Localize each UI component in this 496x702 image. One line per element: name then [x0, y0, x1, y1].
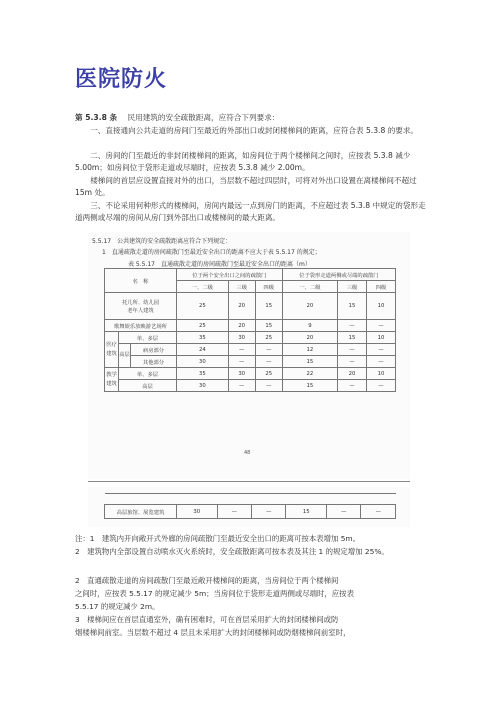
clause-item-2b: 楼梯间的首层应设置直接对外的出口，当层数不超过四层时，可将对外出口设置在离楼梯间不超过 15m 处。	[75, 176, 417, 198]
th-grade-12: 一、二级	[177, 281, 229, 293]
group-high: 高层	[119, 344, 131, 368]
cell: 15	[282, 380, 337, 392]
cell: —	[327, 505, 361, 519]
cell: 10	[367, 332, 396, 344]
cell: 35	[177, 368, 229, 380]
cell: 24	[177, 344, 229, 356]
cell: —	[217, 505, 251, 519]
cell: —	[338, 380, 367, 392]
cell: 35	[177, 332, 229, 344]
table-row	[105, 293, 396, 320]
cell: 25	[177, 293, 229, 320]
cell: 20	[338, 368, 367, 380]
cell: —	[367, 344, 396, 356]
th-between: 位于两个安全出口之间的疏散门	[177, 269, 283, 281]
clause-number: 第 5.3.8 条	[75, 113, 118, 122]
th-grade-4: 四级	[367, 281, 396, 293]
cell: 9	[282, 320, 337, 332]
cell: 25	[255, 332, 282, 344]
cell: 20	[282, 293, 337, 320]
cell: —	[255, 356, 282, 368]
table-row	[105, 368, 396, 380]
clause-item-2: 二、房间的门至最近的非封闭楼梯间的距离，如房间位于两个楼梯间之间时，应按表 5.3.8 减少 5.00m；如房间位于袋形走道或尽端时，应按表 5.3.8 减少 2.00m。	[75, 151, 411, 173]
group-teaching: 教学建筑	[105, 368, 119, 392]
note-1: 注：1 建筑内开向敞开式外廊的房间疏散门至最近安全出口的距离可按本表增加 5m。	[75, 534, 361, 543]
th-grade-3: 三级	[338, 281, 367, 293]
scanned-standard-page	[88, 232, 410, 479]
cell: —	[338, 344, 367, 356]
cell: 20	[228, 293, 255, 320]
cell: —	[252, 505, 286, 519]
row-label: 单、多层	[119, 332, 177, 344]
table-caption: 表 5.5.17 直通疏散走道的房间疏散门至最近安全出口的距离（m）	[128, 261, 311, 268]
table-row	[105, 320, 396, 332]
clause-intro	[75, 112, 427, 124]
cell: 10	[367, 368, 396, 380]
cell: 30	[177, 356, 229, 368]
row-label: 高层	[119, 380, 177, 392]
note-2: 2 建筑物内全部设置自动喷水灭火系统时，安全疏散距离可按本表及其注 1 的规定增加 25%。	[75, 547, 389, 556]
cell: 10	[367, 293, 396, 320]
cell: —	[367, 320, 396, 332]
cell: —	[255, 380, 282, 392]
th-grade-3: 三级	[228, 281, 255, 293]
divider	[88, 481, 410, 482]
cell: 15	[255, 320, 282, 332]
th-grade-12: 一、二级	[282, 281, 337, 293]
cell: 22	[282, 368, 337, 380]
cell: —	[228, 356, 255, 368]
cell: 20	[282, 332, 337, 344]
clause-item-1: 一、直接通向公共走道的房间门至最近的外部出口或封闭楼梯间的距离，应符合表 5.3.8 的要求。	[90, 126, 419, 135]
cell: —	[228, 344, 255, 356]
page-title: 医院防火	[75, 67, 168, 92]
distance-table-continued	[104, 493, 396, 519]
cell: 25	[177, 320, 229, 332]
cell: 30	[177, 505, 218, 519]
table-row	[105, 505, 396, 519]
note-6: 3 楼梯间应在首层直通室外，确有困难时，可在首层采用扩大的封闭楼梯间或防	[75, 615, 339, 624]
th-name: 名 称	[105, 269, 177, 293]
cell: —	[228, 380, 255, 392]
cell: 15	[338, 332, 367, 344]
note-3: 2 直通疏散走道的房间疏散门至最近敞开楼梯间的距离，当房间位于两个楼梯间	[75, 576, 339, 585]
scan-clause: 5.5.17 公共建筑的安全疏散距离应符合下列规定：	[92, 238, 232, 245]
row-label: 其他部分	[131, 356, 177, 368]
table-row	[105, 332, 396, 344]
row-label: 高层旅馆、展览建筑	[105, 505, 177, 519]
clause-intro-text: 民用建筑的安全疏散距离，应符合下列要求：	[127, 113, 280, 122]
group-medical: 医疗建筑	[105, 332, 119, 368]
note-4: 之间时，应按表 5.5.17 的规定减少 5m；当房间位于袋形走道两侧或尽端时，应按表	[75, 589, 354, 598]
row-label: 单、多层	[119, 368, 177, 380]
cell: —	[367, 356, 396, 368]
cell: 15	[286, 505, 327, 519]
cell: —	[338, 356, 367, 368]
scanned-table-continuation	[88, 487, 410, 527]
cell: —	[361, 505, 396, 519]
cell: 15	[338, 293, 367, 320]
table-row	[105, 344, 396, 356]
distance-table	[104, 268, 396, 392]
table-row	[105, 380, 396, 392]
note-7: 烟楼梯间前室。当层数不超过 4 层且未采用扩大的封闭楼梯间或防烟楼梯间前室时，	[75, 628, 351, 637]
cell: 30	[177, 380, 229, 392]
cell: 25	[255, 368, 282, 380]
cell: 20	[228, 320, 255, 332]
th-deadend: 位于袋形走道两侧或尽端的疏散门	[282, 269, 395, 281]
cell: —	[338, 320, 367, 332]
scan-subclause: 1 直通疏散走道的房间疏散门至最近安全出口的距离不应大于表 5.5.17 的规定；	[102, 249, 321, 256]
cell: —	[255, 344, 282, 356]
page-number: 48	[244, 450, 251, 456]
cell: 30	[228, 332, 255, 344]
row-label: 病房部分	[131, 344, 177, 356]
th-grade-4: 四级	[255, 281, 282, 293]
cell: 15	[282, 356, 337, 368]
clause-item-3: 三、不论采用何种形式的楼梯间，房间内最远一点到房门的距离，不应超过表 5.3.8 中规定的袋形走道两侧或尽端的房间从房门到外部出口或楼梯间的最大距离。	[75, 201, 426, 223]
table-row	[105, 356, 396, 368]
note-5: 5.5.17 的规定减少 2m。	[75, 602, 160, 611]
cell: 12	[282, 344, 337, 356]
cell: —	[367, 380, 396, 392]
cell: 30	[228, 368, 255, 380]
row-label: 歌舞娱乐放映游艺场所	[105, 320, 177, 332]
row-label: 托儿所、幼儿园 老年人建筑	[105, 293, 177, 320]
cell: 15	[255, 293, 282, 320]
